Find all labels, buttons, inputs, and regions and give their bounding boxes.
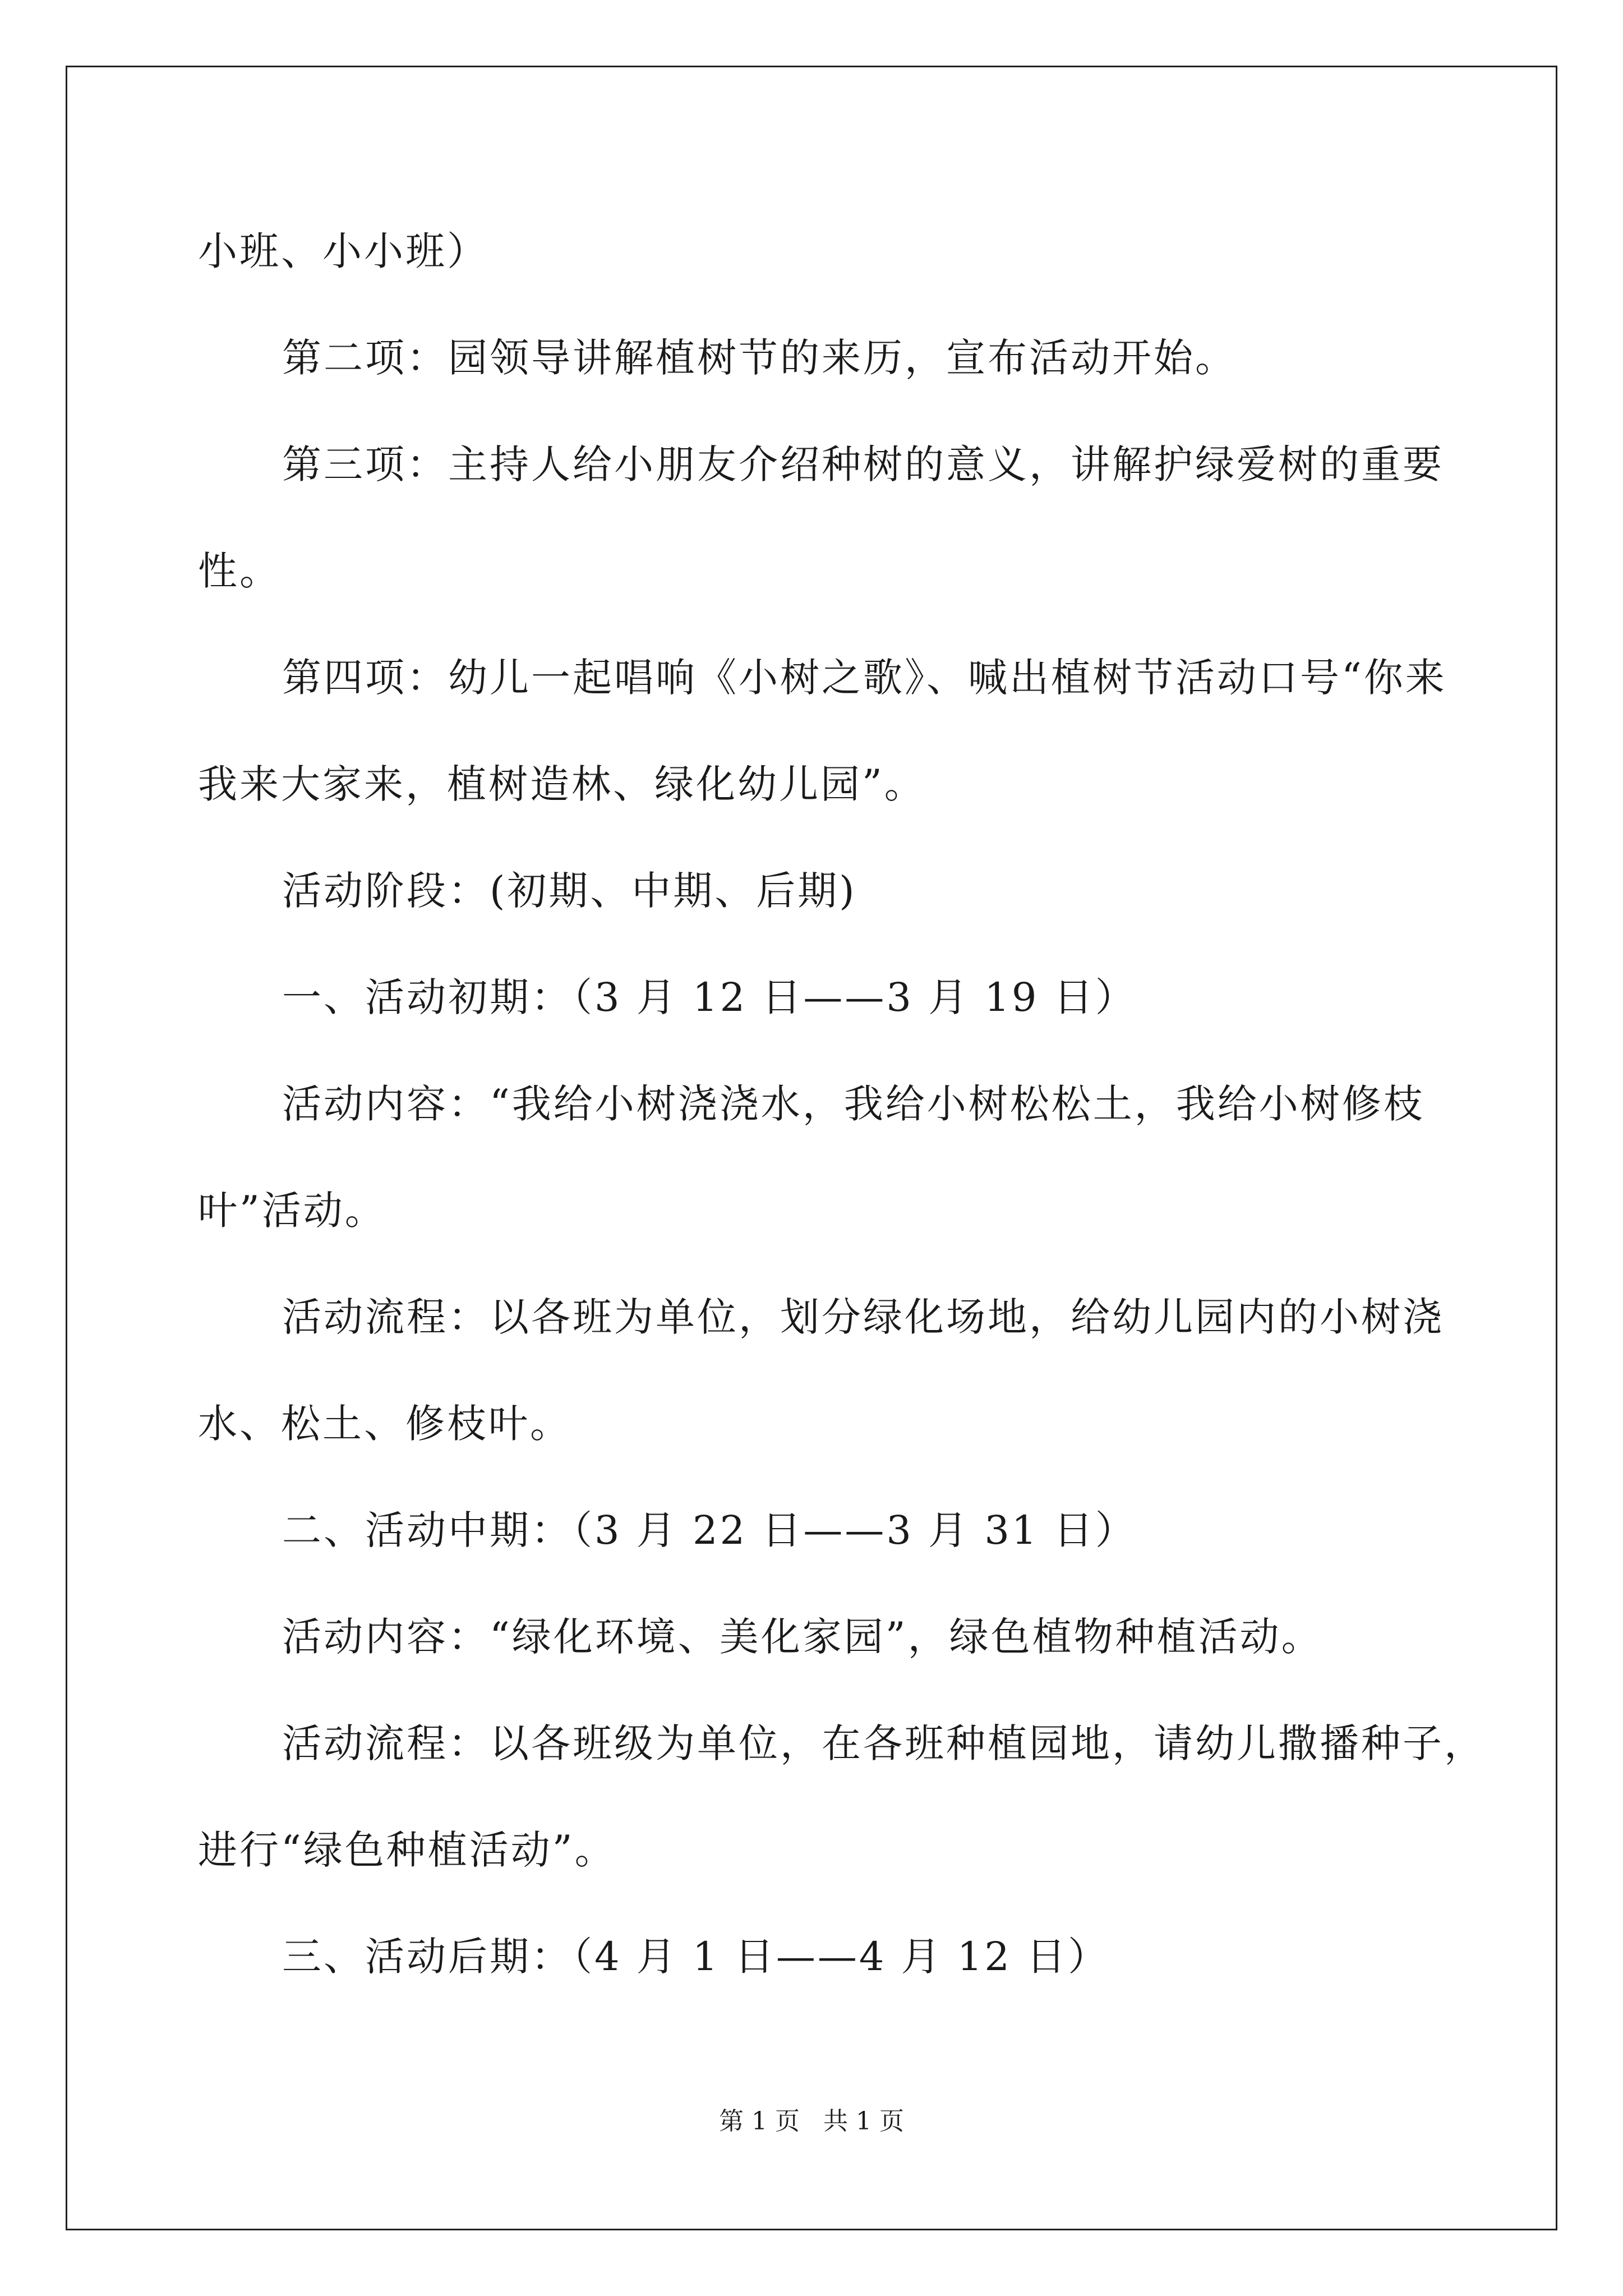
text-line: 第二项：园领导讲解植树节的来历，宣布活动开始。	[282, 335, 1237, 381]
text-line: 活动流程：以各班级为单位，在各班种植园地，请幼儿撒播种子，	[282, 1720, 1486, 1766]
text-line: 小班、小小班）	[198, 228, 488, 274]
page-number-footer: 第 1 页 共 1 页	[719, 2107, 904, 2136]
page-border	[66, 66, 1557, 2230]
text-line: 第四项：幼儿一起唱响《小树之歌》、喊出植树节活动口号“你来	[282, 655, 1447, 701]
text-line: 活动内容：“我给小树浇浇水，我给小树松松土，我给小树修枝	[282, 1081, 1425, 1127]
text-line: 一、活动初期：（3 月 12 日——3 月 19 日）	[282, 974, 1137, 1020]
text-line: 我来大家来，植树造林、绿化幼儿园”。	[198, 761, 926, 807]
text-line: 进行“绿色种植活动”。	[198, 1827, 616, 1873]
text-line: 活动阶段：(初期、中期、后期)	[282, 868, 857, 914]
text-line: 三、活动后期：（4 月 1 日——4 月 12 日）	[282, 1934, 1110, 1980]
text-line: 活动流程：以各班为单位，划分绿化场地，给幼儿园内的小树浇	[282, 1294, 1444, 1340]
text-line: 二、活动中期：（3 月 22 日——3 月 31 日）	[282, 1507, 1137, 1553]
text-line: 水、松土、修枝叶。	[198, 1401, 571, 1447]
text-line: 活动内容：“绿化环境、美化家园”，绿色植物种植活动。	[282, 1614, 1323, 1660]
text-line: 第三项：主持人给小朋友介绍种树的意义，讲解护绿爱树的重要	[282, 441, 1444, 487]
text-line: 性。	[198, 548, 281, 594]
text-line: 叶”活动。	[198, 1188, 386, 1234]
